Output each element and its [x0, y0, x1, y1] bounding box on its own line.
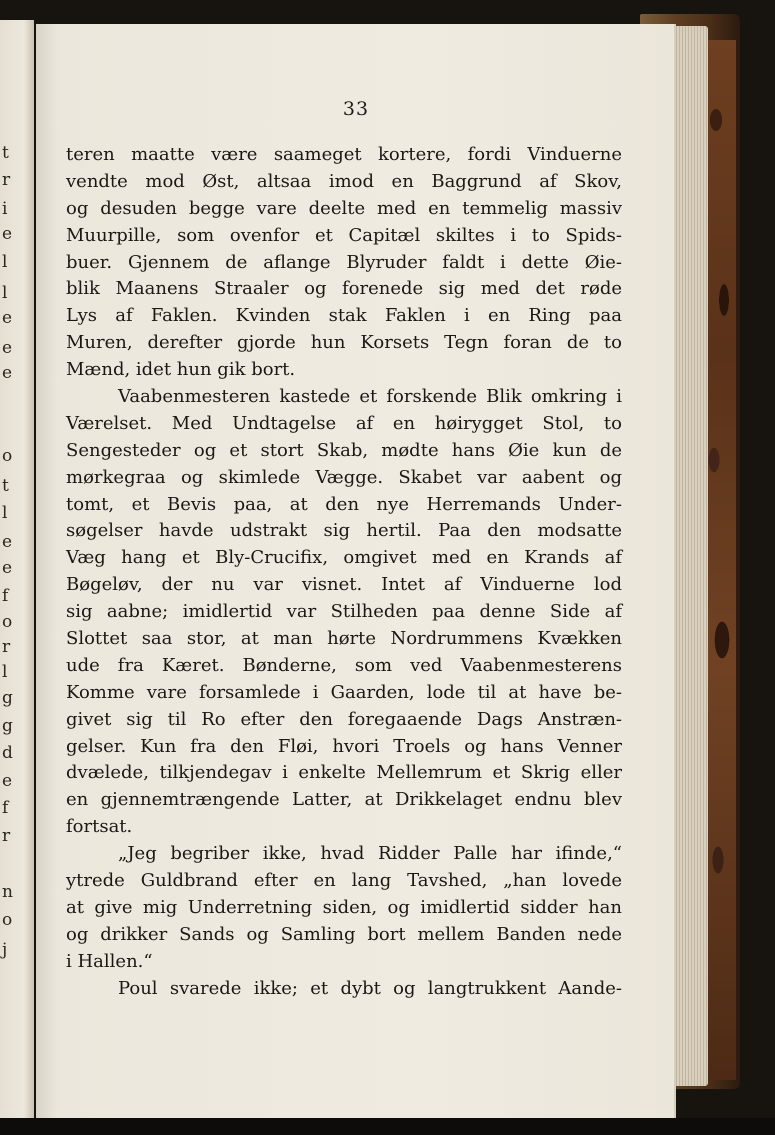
text-line: Mænd, idet hun gik bort. [66, 359, 296, 381]
text-line: Vaabenmesteren kastede et forskende Blik omkring i [118, 386, 622, 408]
text-line: gelser. Kun fra den Fløi, hvori Troels og hans Venner [66, 735, 622, 757]
text-line: og desuden begge vare deelte med en temmelig massiv [66, 197, 622, 219]
facing-page-fragment: e [2, 363, 13, 383]
text-line: fortsat. [66, 816, 133, 838]
text-line: at give mig Underretning siden, og imidlertid sidder han [66, 896, 622, 918]
text-line: Sengesteder og et stort Skab, mødte hans Øie kun de [66, 439, 622, 461]
facing-page-fragment: t [2, 476, 9, 496]
facing-page-fragment: e [2, 771, 13, 791]
text-line: Slottet saa stor, at man hørte Nordrummens Kvækken [66, 628, 622, 650]
facing-page-fragment: g [2, 716, 13, 736]
facing-page-fragment: l [2, 283, 8, 303]
bottom-shadow [0, 1118, 775, 1135]
facing-page-fragment: f [2, 798, 9, 818]
facing-page-fragment: i [2, 199, 8, 219]
facing-page-fragment: l [2, 662, 8, 682]
text-line: blik Maanens Straaler og forenede sig med det røde [66, 278, 622, 300]
text-line: ude fra Kæret. Bønderne, som ved Vaabenmesterens [66, 654, 622, 676]
text-line: sig aabne; imidlertid var Stilheden paa denne Side af [66, 601, 622, 623]
text-line: buer. Gjennem de aflange Blyruder faldt i dette Øie- [66, 251, 622, 273]
text-line: Lys af Faklen. Kvinden stak Faklen i en Ring paa [66, 305, 622, 327]
facing-page-fragment: l [2, 503, 8, 523]
text-line: ytrede Guldbrand efter en lang Tavshed, „han lovede [66, 870, 622, 892]
text-line: Værelset. Med Undtagelse af en høirygget Stol, to [66, 412, 622, 434]
facing-page-fragment: g [2, 688, 13, 708]
text-line: og drikker Sands og Samling bort mellem Banden nede [66, 923, 622, 945]
facing-page-fragment: e [2, 558, 13, 578]
facing-page-fragment: f [2, 586, 9, 606]
text-line: „Jeg begriber ikke, hvad Ridder Palle har ifinde,“ [118, 843, 622, 865]
text-line: søgelser havde udstrakt sig hertil. Paa den modsatte [66, 520, 622, 542]
facing-page-fragment: t [2, 143, 9, 163]
text-line: Muren, derefter gjorde hun Korsets Tegn foran de to [66, 332, 622, 354]
text-line: Bøgeløv, der nu var visnet. Intet af Vinduerne lod [66, 574, 622, 596]
facing-page-fragment: e [2, 308, 13, 328]
text-line: vendte mod Øst, altsaa imod en Baggrund af Skov, [66, 170, 622, 192]
facing-page-fragment: l [2, 252, 8, 272]
text-line: givet sig til Ro efter den foregaaende Dags Anstræn- [66, 708, 622, 730]
facing-page-fragment: r [2, 170, 11, 190]
text-line: tomt, et Bevis paa, at den nye Herremands Under- [66, 493, 622, 515]
facing-page-letter-fragments [0, 0, 34, 1135]
text-line: dvælede, tilkjendegav i enkelte Mellemrum et Skrig eller [66, 762, 622, 784]
facing-page-fragment: j [2, 940, 8, 960]
facing-page-fragment: o [2, 910, 13, 930]
marbled-cover-edge [704, 40, 736, 1080]
facing-page-fragment: o [2, 612, 13, 632]
book-page [36, 24, 676, 1118]
text-line: Komme vare forsamlede i Gaarden, lode til at have be- [66, 681, 622, 703]
facing-page-fragment: e [2, 338, 13, 358]
text-line: en gjennemtrængende Latter, at Drikkelaget endnu blev [66, 789, 622, 811]
text-line: i Hallen.“ [66, 950, 153, 972]
facing-page-fragment: d [2, 743, 13, 763]
facing-page-fragment: o [2, 446, 13, 466]
text-line: teren maatte være saameget kortere, fordi Vinduerne [66, 144, 622, 165]
facing-page-fragment: e [2, 532, 13, 552]
text-line: Væg hang et Bly-Crucifix, omgivet med en Krands af [66, 547, 622, 569]
facing-page-fragment: e [2, 224, 13, 244]
text-line: mørkegraa og skimlede Vægge. Skabet var aabent og [66, 466, 622, 488]
page-text-block [66, 142, 622, 1003]
text-line: Poul svarede ikke; et dybt og langtrukkent Aande- [118, 977, 622, 999]
facing-page-fragment: r [2, 826, 11, 846]
text-line: Muurpille, som ovenfor et Capitæl skiltes i to Spids- [66, 224, 622, 246]
page-number: 33 [342, 98, 370, 120]
facing-page-fragment: r [2, 637, 11, 657]
facing-page-fragment: n [2, 882, 13, 902]
